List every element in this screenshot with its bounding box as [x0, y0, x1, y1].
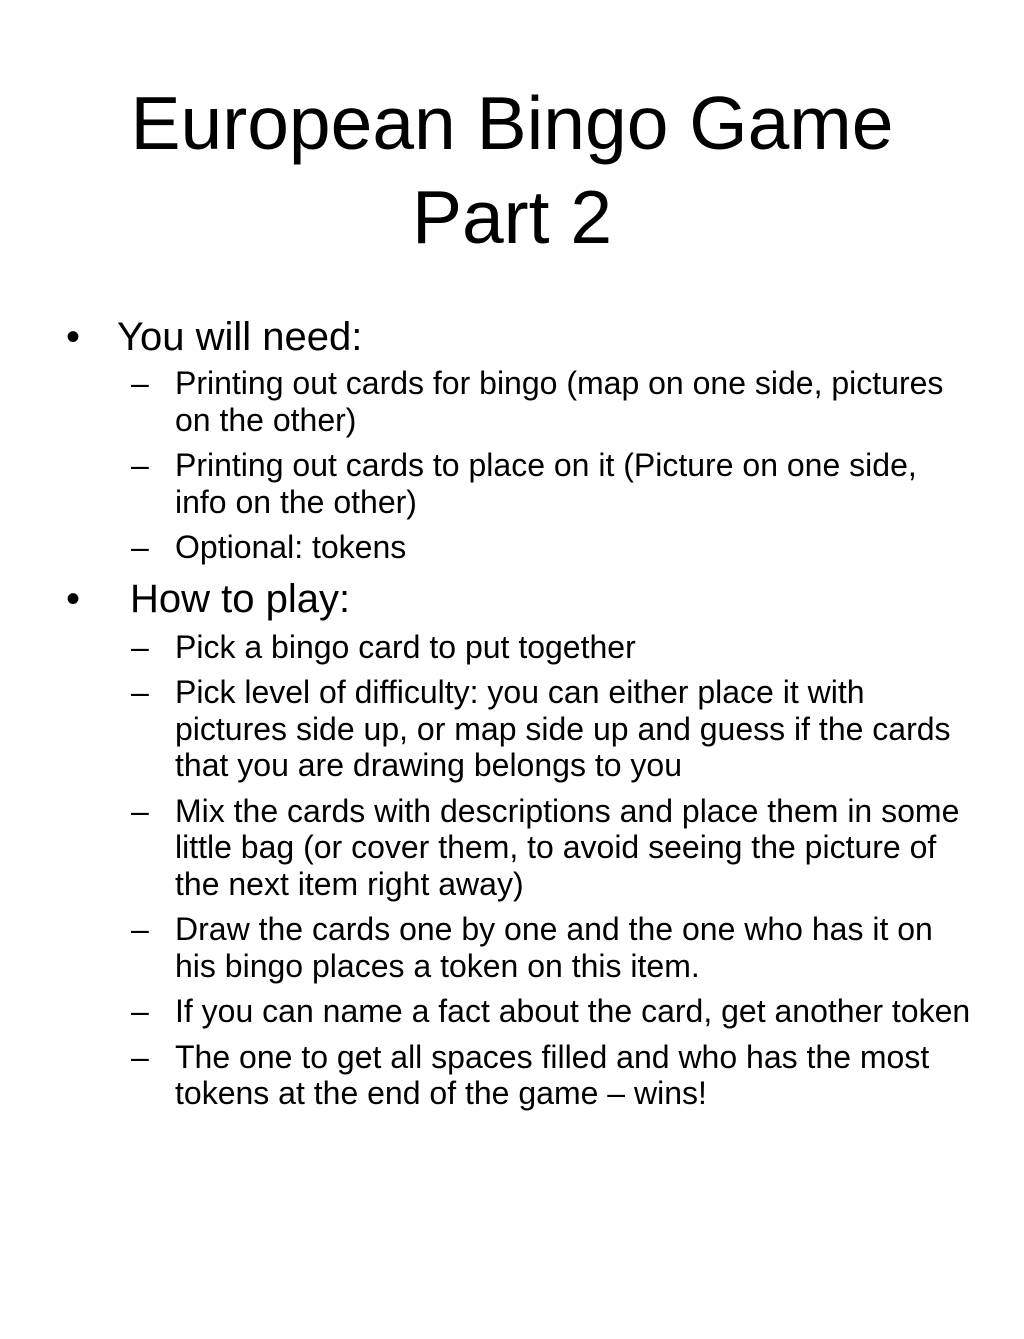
dash-icon: – [131, 792, 149, 829]
list-item-text: Draw the cards one by one and the one who has it on his bingo places a token on this item. [175, 911, 933, 984]
bullet-icon: • [66, 315, 81, 359]
dash-icon: – [131, 628, 149, 665]
dash-icon: – [131, 993, 149, 1029]
list-item [0, 1039, 975, 1112]
play-list [0, 629, 1024, 1112]
list-item [0, 793, 975, 903]
dash-icon: – [131, 1038, 149, 1075]
list-item [0, 993, 975, 1030]
dash-icon: – [131, 674, 149, 710]
list-item-text: Printing out cards for bingo (map on one side, pictures on the other) [175, 365, 944, 438]
list-item [0, 911, 975, 984]
slide-body [0, 313, 1024, 1121]
list-item [0, 529, 975, 566]
need-list [0, 365, 1024, 566]
list-item [0, 447, 975, 520]
list-item-text: Printing out cards to place on it (Picture on one side, info on the other) [175, 447, 917, 520]
section-how-to-play [0, 575, 1024, 623]
list-item [0, 629, 975, 666]
section-heading: How to play: [130, 576, 351, 621]
list-item-text: Pick a bingo card to put together [175, 628, 636, 665]
dash-icon: – [131, 911, 149, 947]
dash-icon: – [131, 365, 149, 401]
list-item-text: Optional: tokens [175, 529, 407, 565]
bullet-icon: • [66, 576, 81, 621]
slide-title [0, 76, 1024, 264]
list-item-text: Mix the cards with descriptions and place them in some little bag (or cover them, to avoid seeing the picture of the next item right away) [175, 792, 960, 902]
dash-icon: – [131, 529, 149, 565]
list-item-text: Pick level of difficulty: you can either place it with pictures side up, or map side up and guess if the cards that you are drawing belongs to you [175, 674, 951, 783]
title-line-1: European Bingo Game [130, 81, 894, 165]
list-item-text: The one to get all spaces filled and who has the most tokens at the end of the game – wins! [175, 1038, 930, 1111]
section-heading: You will need: [117, 315, 363, 359]
section-you-will-need [0, 313, 1024, 361]
dash-icon: – [131, 447, 149, 483]
list-item-text: If you can name a fact about the card, get another token [175, 993, 971, 1029]
list-item [0, 365, 975, 438]
list-item [0, 674, 975, 784]
title-line-2: Part 2 [411, 175, 613, 259]
